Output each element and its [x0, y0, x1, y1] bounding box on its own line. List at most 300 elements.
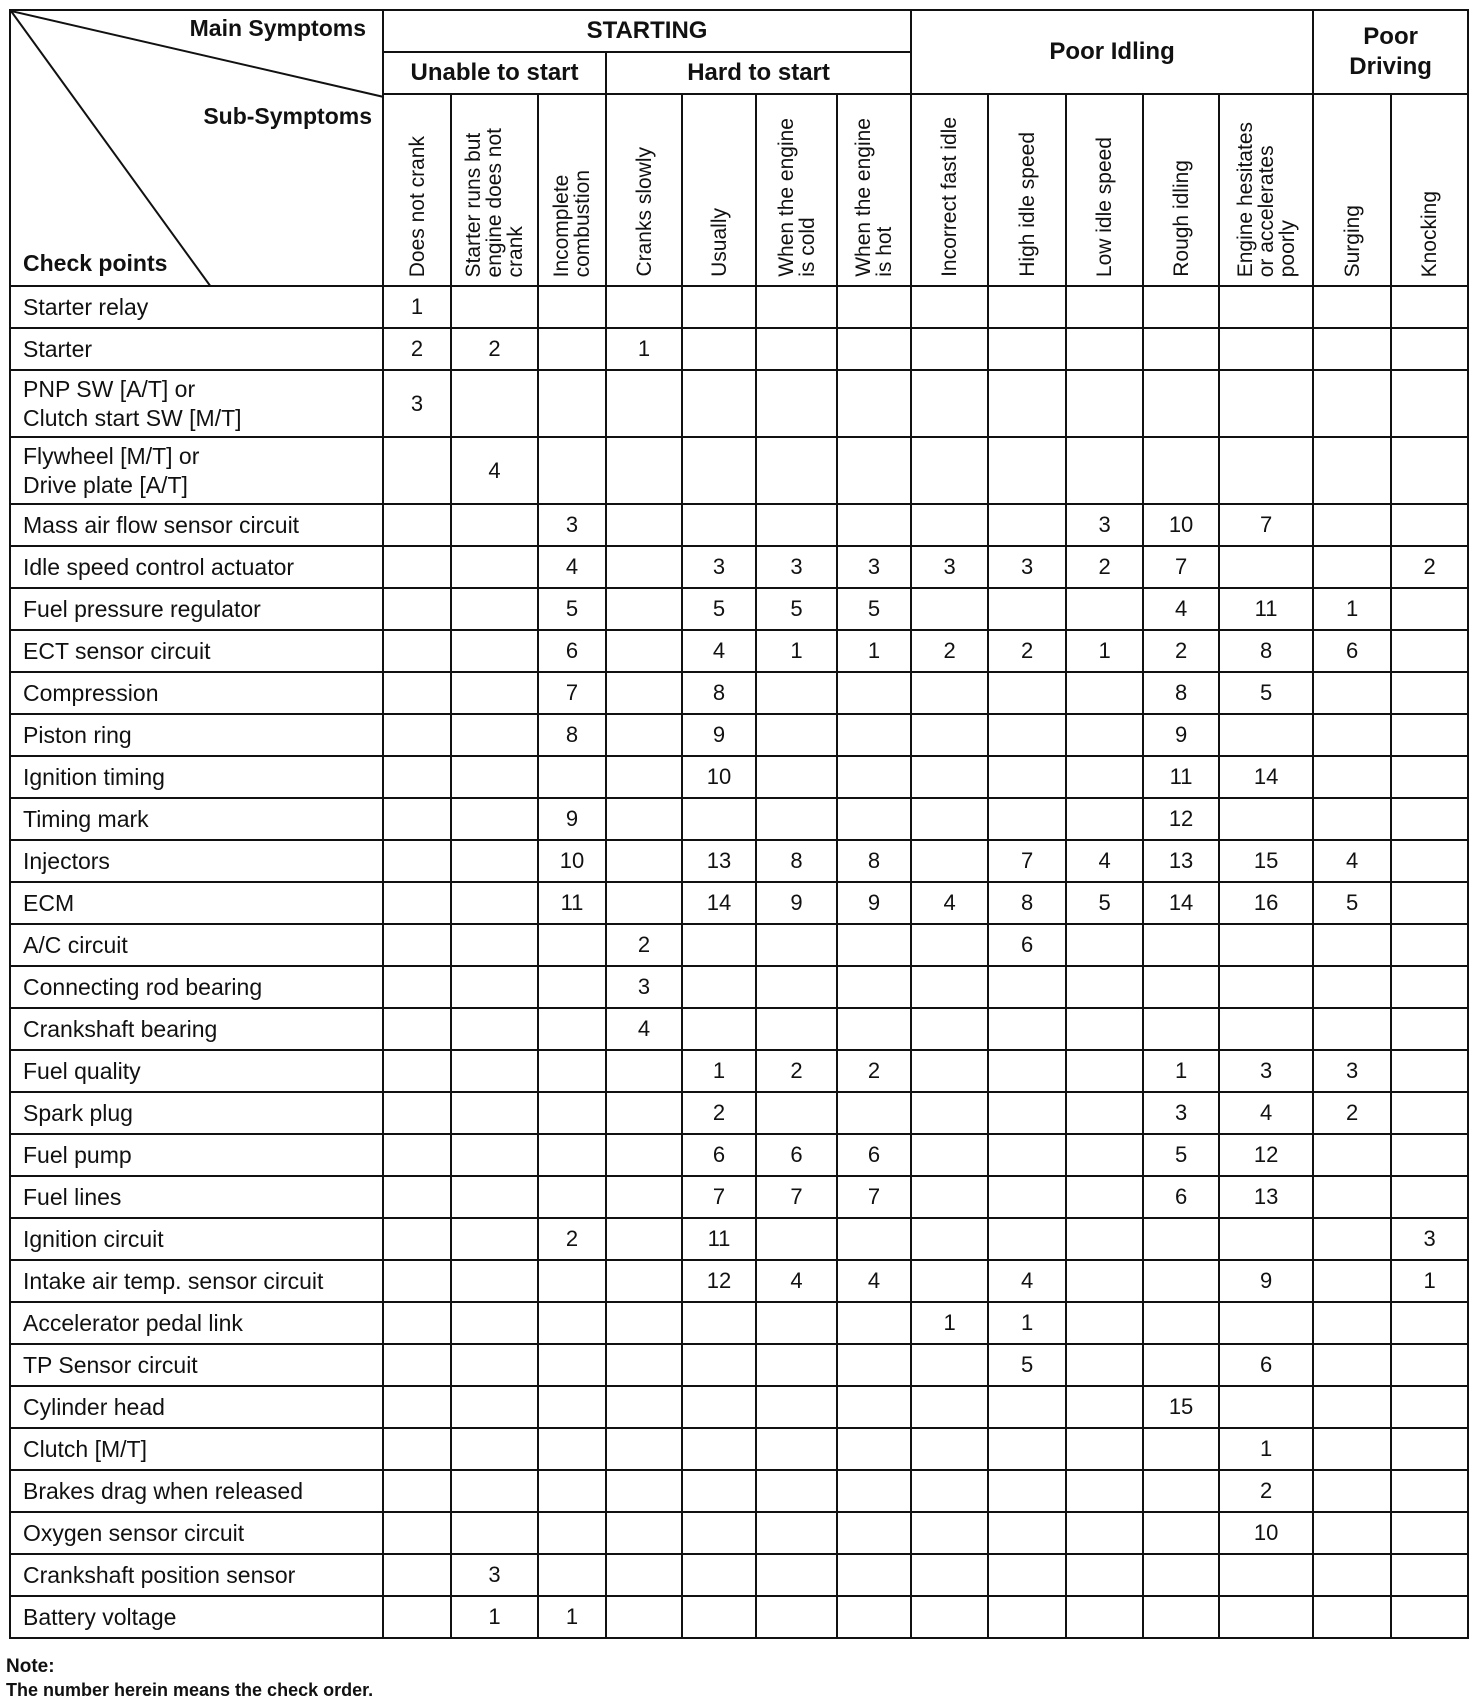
- check-order-cell: [1313, 1386, 1391, 1428]
- check-order-cell: [451, 756, 538, 798]
- check-point-label: Starter relay: [10, 286, 383, 328]
- check-order-cell: [756, 1554, 837, 1596]
- check-order-cell: [1391, 1050, 1468, 1092]
- check-order-cell: 8: [1219, 630, 1313, 672]
- check-order-cell: 4: [837, 1260, 911, 1302]
- check-order-cell: [1143, 1470, 1219, 1512]
- check-order-cell: [606, 437, 682, 504]
- check-order-cell: 1: [1143, 1050, 1219, 1092]
- check-order-cell: [988, 1218, 1066, 1260]
- check-points-label: Check points: [23, 250, 168, 276]
- check-order-cell: [1313, 328, 1391, 370]
- check-point-label: TP Sensor circuit: [10, 1344, 383, 1386]
- check-order-cell: [1391, 1512, 1468, 1554]
- check-order-cell: [911, 328, 988, 370]
- check-order-cell: [383, 630, 451, 672]
- check-order-cell: 2: [756, 1050, 837, 1092]
- check-order-cell: 2: [682, 1092, 756, 1134]
- sub-symptom-label: Usually: [707, 208, 731, 277]
- check-order-cell: [837, 1302, 911, 1344]
- check-order-cell: 3: [451, 1554, 538, 1596]
- check-order-cell: [538, 1050, 606, 1092]
- check-order-cell: [911, 1554, 988, 1596]
- check-order-cell: [1219, 1218, 1313, 1260]
- check-order-cell: [1066, 1344, 1143, 1386]
- check-order-cell: [988, 714, 1066, 756]
- check-order-cell: [988, 437, 1066, 504]
- check-order-cell: [451, 1134, 538, 1176]
- check-order-cell: [1143, 328, 1219, 370]
- check-order-cell: [1313, 672, 1391, 714]
- check-order-cell: 3: [1143, 1092, 1219, 1134]
- check-order-cell: [1143, 1554, 1219, 1596]
- check-order-cell: [837, 370, 911, 437]
- check-point-label: Battery voltage: [10, 1596, 383, 1638]
- check-order-cell: [911, 370, 988, 437]
- check-order-cell: 4: [451, 437, 538, 504]
- check-order-cell: [756, 437, 837, 504]
- table-row: [10, 630, 1468, 672]
- check-order-cell: 5: [538, 588, 606, 630]
- check-order-cell: [1066, 1554, 1143, 1596]
- check-order-cell: [1391, 756, 1468, 798]
- note-text: The number herein means the check order.: [6, 1680, 374, 1700]
- sub-symptom-label: Engine hesitates or accelerates poorly: [1233, 121, 1299, 277]
- check-order-cell: [606, 630, 682, 672]
- check-order-cell: 3: [837, 546, 911, 588]
- check-order-cell: [451, 882, 538, 924]
- check-order-cell: [988, 1596, 1066, 1638]
- check-order-cell: 2: [1313, 1092, 1391, 1134]
- unable-to-start-header: Unable to start: [383, 52, 606, 94]
- check-order-cell: 12: [1219, 1134, 1313, 1176]
- sub-symptom-label: Cranks slowly: [632, 147, 656, 277]
- check-point-label: Injectors: [10, 840, 383, 882]
- check-order-cell: [606, 1554, 682, 1596]
- check-order-cell: [1313, 504, 1391, 546]
- check-order-cell: [1391, 370, 1468, 437]
- check-order-cell: 3: [1066, 504, 1143, 546]
- check-order-cell: [1219, 1008, 1313, 1050]
- check-point-label: Intake air temp. sensor circuit: [10, 1260, 383, 1302]
- check-order-cell: [756, 1428, 837, 1470]
- check-order-cell: [1143, 1512, 1219, 1554]
- check-order-cell: [383, 1386, 451, 1428]
- check-order-cell: [1391, 1344, 1468, 1386]
- check-order-cell: 3: [606, 966, 682, 1008]
- sub-symptoms-label: Sub-Symptoms: [203, 103, 372, 129]
- check-order-cell: [988, 286, 1066, 328]
- check-order-cell: [1066, 966, 1143, 1008]
- table-row: [10, 1008, 1468, 1050]
- check-order-cell: [451, 546, 538, 588]
- check-order-cell: [682, 1386, 756, 1428]
- check-order-cell: [837, 1092, 911, 1134]
- check-order-cell: [383, 798, 451, 840]
- check-order-cell: [1143, 370, 1219, 437]
- check-order-cell: [988, 672, 1066, 714]
- check-order-cell: 3: [1219, 1050, 1313, 1092]
- poor-driving-header: Poor Driving: [1313, 10, 1468, 94]
- check-order-cell: [988, 1512, 1066, 1554]
- sub-symptom-header: [606, 94, 682, 286]
- check-order-cell: 4: [538, 546, 606, 588]
- check-point-label: Compression: [10, 672, 383, 714]
- check-order-cell: [1066, 1260, 1143, 1302]
- check-order-cell: 1: [451, 1596, 538, 1638]
- check-order-cell: [1391, 630, 1468, 672]
- check-order-cell: [606, 588, 682, 630]
- check-order-cell: [383, 714, 451, 756]
- check-order-cell: [682, 504, 756, 546]
- check-order-cell: [1313, 437, 1391, 504]
- check-order-cell: [911, 672, 988, 714]
- check-order-cell: 6: [756, 1134, 837, 1176]
- check-order-cell: [911, 437, 988, 504]
- check-order-cell: [911, 1344, 988, 1386]
- check-order-cell: 11: [1219, 588, 1313, 630]
- check-order-cell: 8: [682, 672, 756, 714]
- check-order-cell: [451, 1470, 538, 1512]
- check-point-label: Crankshaft position sensor: [10, 1554, 383, 1596]
- table-row: [10, 672, 1468, 714]
- check-order-cell: 9: [1219, 1260, 1313, 1302]
- check-order-cell: [837, 966, 911, 1008]
- check-order-cell: [538, 437, 606, 504]
- sub-symptom-label: Starter runs but engine does not crank: [462, 127, 527, 277]
- check-order-cell: 1: [1391, 1260, 1468, 1302]
- check-order-cell: [682, 1008, 756, 1050]
- check-order-cell: [756, 1470, 837, 1512]
- check-order-cell: [1219, 370, 1313, 437]
- check-order-cell: [1143, 437, 1219, 504]
- check-order-cell: [1313, 1512, 1391, 1554]
- check-order-cell: [988, 966, 1066, 1008]
- check-order-cell: [837, 504, 911, 546]
- check-order-cell: 7: [756, 1176, 837, 1218]
- check-order-cell: [756, 1344, 837, 1386]
- check-order-cell: [988, 1428, 1066, 1470]
- check-order-cell: [538, 1470, 606, 1512]
- check-order-cell: [988, 370, 1066, 437]
- check-order-cell: [383, 966, 451, 1008]
- check-order-cell: [451, 286, 538, 328]
- check-order-cell: [1391, 437, 1468, 504]
- check-order-cell: [383, 1470, 451, 1512]
- check-order-cell: 13: [1143, 840, 1219, 882]
- check-order-cell: [988, 1386, 1066, 1428]
- check-order-cell: [451, 1050, 538, 1092]
- check-order-cell: [383, 1092, 451, 1134]
- check-order-cell: [1313, 756, 1391, 798]
- check-order-cell: [451, 798, 538, 840]
- check-order-cell: [1391, 1134, 1468, 1176]
- check-order-cell: [451, 1008, 538, 1050]
- table-row: [10, 328, 1468, 370]
- check-point-label: Oxygen sensor circuit: [10, 1512, 383, 1554]
- check-point-label: Fuel pressure regulator: [10, 588, 383, 630]
- check-point-label: Brakes drag when released: [10, 1470, 383, 1512]
- check-order-cell: 1: [1066, 630, 1143, 672]
- check-order-cell: [451, 1218, 538, 1260]
- check-order-cell: 7: [538, 672, 606, 714]
- check-order-cell: [1313, 1302, 1391, 1344]
- check-order-cell: 1: [756, 630, 837, 672]
- check-order-cell: [911, 1470, 988, 1512]
- check-order-cell: [383, 1260, 451, 1302]
- check-order-cell: [606, 1470, 682, 1512]
- table-row: [10, 1512, 1468, 1554]
- check-order-cell: 5: [1219, 672, 1313, 714]
- check-order-cell: 4: [988, 1260, 1066, 1302]
- check-order-cell: [383, 437, 451, 504]
- check-order-cell: [606, 1344, 682, 1386]
- check-order-cell: 7: [1143, 546, 1219, 588]
- check-order-cell: [1391, 840, 1468, 882]
- check-order-cell: 5: [1066, 882, 1143, 924]
- check-order-cell: 9: [1143, 714, 1219, 756]
- check-order-cell: [1066, 1470, 1143, 1512]
- check-order-cell: 6: [988, 924, 1066, 966]
- check-order-cell: [1066, 1302, 1143, 1344]
- check-order-cell: 7: [837, 1176, 911, 1218]
- sub-symptom-header: [1066, 94, 1143, 286]
- note-title: Note:: [6, 1656, 55, 1677]
- header-corner: [10, 10, 383, 286]
- check-point-label: Flywheel [M/T] or Drive plate [A/T]: [10, 437, 383, 504]
- check-order-cell: [756, 286, 837, 328]
- check-order-cell: [538, 1134, 606, 1176]
- check-order-cell: 2: [837, 1050, 911, 1092]
- check-order-cell: 3: [756, 546, 837, 588]
- check-order-cell: [911, 588, 988, 630]
- check-order-cell: [1066, 1512, 1143, 1554]
- check-order-cell: [682, 1470, 756, 1512]
- check-order-cell: [1066, 1428, 1143, 1470]
- check-point-label: Ignition timing: [10, 756, 383, 798]
- check-order-cell: [606, 370, 682, 437]
- table-row: [10, 437, 1468, 504]
- check-order-cell: [1143, 1218, 1219, 1260]
- check-order-cell: [1066, 437, 1143, 504]
- check-order-cell: [451, 370, 538, 437]
- check-order-cell: 10: [682, 756, 756, 798]
- check-order-cell: [1219, 437, 1313, 504]
- check-order-cell: [911, 1134, 988, 1176]
- table-row: [10, 756, 1468, 798]
- table-row: [10, 1176, 1468, 1218]
- table-row: [10, 286, 1468, 328]
- check-order-cell: [911, 1050, 988, 1092]
- table-row: [10, 1092, 1468, 1134]
- check-order-cell: 13: [682, 840, 756, 882]
- check-order-cell: [756, 1386, 837, 1428]
- check-order-cell: [606, 286, 682, 328]
- check-order-cell: 2: [1391, 546, 1468, 588]
- check-order-cell: [1313, 1470, 1391, 1512]
- check-order-cell: [988, 1134, 1066, 1176]
- hard-to-start-header: Hard to start: [606, 52, 911, 94]
- check-order-cell: [383, 1554, 451, 1596]
- table-row: [10, 1344, 1468, 1386]
- check-order-cell: 3: [682, 546, 756, 588]
- check-order-cell: [682, 1344, 756, 1386]
- check-order-cell: [911, 1428, 988, 1470]
- check-point-label: Clutch [M/T]: [10, 1428, 383, 1470]
- check-order-cell: 9: [682, 714, 756, 756]
- check-order-cell: [988, 328, 1066, 370]
- check-order-cell: [988, 756, 1066, 798]
- check-order-cell: [1391, 1596, 1468, 1638]
- table-row: [10, 882, 1468, 924]
- check-order-cell: 11: [538, 882, 606, 924]
- check-order-cell: [1391, 882, 1468, 924]
- check-order-cell: 5: [756, 588, 837, 630]
- check-order-cell: [682, 1596, 756, 1638]
- check-order-cell: [538, 1512, 606, 1554]
- sub-symptom-header: [1219, 94, 1313, 286]
- check-order-cell: [1313, 1344, 1391, 1386]
- check-point-label: Cylinder head: [10, 1386, 383, 1428]
- check-order-cell: [451, 1512, 538, 1554]
- check-order-cell: [1143, 966, 1219, 1008]
- check-order-cell: [1066, 328, 1143, 370]
- check-order-cell: [1143, 1344, 1219, 1386]
- check-order-cell: [538, 286, 606, 328]
- check-order-cell: [1313, 1554, 1391, 1596]
- poor-idling-header: Poor Idling: [911, 10, 1313, 94]
- table-row: [10, 1470, 1468, 1512]
- sub-symptom-header: [383, 94, 451, 286]
- sub-symptom-header: [1313, 94, 1391, 286]
- check-order-cell: [1219, 286, 1313, 328]
- check-order-cell: 4: [1219, 1092, 1313, 1134]
- check-order-cell: [911, 840, 988, 882]
- sub-symptom-label: Incorrect fast idle: [938, 117, 962, 277]
- check-order-cell: [1391, 328, 1468, 370]
- check-order-cell: [1391, 1176, 1468, 1218]
- check-order-cell: [911, 1218, 988, 1260]
- diagnosis-matrix: [9, 9, 1469, 1639]
- check-order-cell: [1219, 1554, 1313, 1596]
- check-order-cell: [1391, 924, 1468, 966]
- table-row: [10, 966, 1468, 1008]
- sub-symptom-label: When the engine is hot: [852, 118, 897, 277]
- check-point-label: PNP SW [A/T] or Clutch start SW [M/T]: [10, 370, 383, 437]
- table-row: [10, 1050, 1468, 1092]
- check-order-cell: [606, 1512, 682, 1554]
- check-order-cell: [1066, 1386, 1143, 1428]
- check-order-cell: [1066, 672, 1143, 714]
- diagonal-lines: [11, 11, 384, 287]
- check-point-label: Fuel pump: [10, 1134, 383, 1176]
- check-order-cell: [911, 714, 988, 756]
- check-point-label: Spark plug: [10, 1092, 383, 1134]
- check-order-cell: 15: [1143, 1386, 1219, 1428]
- check-order-cell: [682, 370, 756, 437]
- check-order-cell: [383, 1302, 451, 1344]
- check-order-cell: [1313, 798, 1391, 840]
- check-order-cell: [837, 1386, 911, 1428]
- check-order-cell: [1391, 504, 1468, 546]
- check-order-cell: 5: [988, 1344, 1066, 1386]
- check-order-cell: 1: [682, 1050, 756, 1092]
- sub-symptom-header: [756, 94, 837, 286]
- check-order-cell: [538, 1260, 606, 1302]
- check-order-cell: 2: [606, 924, 682, 966]
- table-row: [10, 370, 1468, 437]
- check-order-cell: [756, 798, 837, 840]
- check-order-cell: [606, 840, 682, 882]
- check-order-cell: [911, 1176, 988, 1218]
- check-order-cell: [911, 1008, 988, 1050]
- check-order-cell: [383, 1050, 451, 1092]
- sub-symptom-header: [1391, 94, 1468, 286]
- check-order-cell: [1066, 1176, 1143, 1218]
- starting-header: STARTING: [383, 10, 911, 52]
- table-row: [10, 1218, 1468, 1260]
- check-order-cell: [756, 1218, 837, 1260]
- check-order-cell: 2: [383, 328, 451, 370]
- check-order-cell: 4: [1143, 588, 1219, 630]
- check-order-cell: 8: [756, 840, 837, 882]
- check-order-cell: [911, 504, 988, 546]
- check-order-cell: [538, 1344, 606, 1386]
- check-order-cell: [606, 1596, 682, 1638]
- check-order-cell: [383, 588, 451, 630]
- check-order-cell: [756, 924, 837, 966]
- check-order-cell: [1313, 924, 1391, 966]
- check-order-cell: [1066, 1050, 1143, 1092]
- check-order-cell: [538, 1008, 606, 1050]
- sub-symptom-header: [988, 94, 1066, 286]
- check-order-cell: [1066, 1008, 1143, 1050]
- check-order-cell: [383, 1596, 451, 1638]
- check-order-cell: [682, 1302, 756, 1344]
- check-order-cell: [606, 546, 682, 588]
- check-order-cell: [383, 882, 451, 924]
- check-order-cell: [538, 1554, 606, 1596]
- check-order-cell: [837, 1008, 911, 1050]
- check-order-cell: [383, 1428, 451, 1470]
- check-order-cell: [1219, 328, 1313, 370]
- table-row: [10, 840, 1468, 882]
- check-order-cell: [756, 672, 837, 714]
- check-order-cell: [451, 1092, 538, 1134]
- check-order-cell: [538, 756, 606, 798]
- check-order-cell: [1066, 286, 1143, 328]
- check-order-cell: [1066, 1596, 1143, 1638]
- check-order-cell: 1: [837, 630, 911, 672]
- check-order-cell: [1143, 1428, 1219, 1470]
- check-order-cell: [451, 714, 538, 756]
- check-order-cell: 15: [1219, 840, 1313, 882]
- check-point-label: Idle speed control actuator: [10, 546, 383, 588]
- check-point-label: ECM: [10, 882, 383, 924]
- check-order-cell: [606, 1218, 682, 1260]
- check-order-cell: 2: [911, 630, 988, 672]
- check-order-cell: [538, 1428, 606, 1470]
- check-order-cell: [451, 840, 538, 882]
- check-point-label: ECT sensor circuit: [10, 630, 383, 672]
- check-order-cell: [1313, 1218, 1391, 1260]
- check-order-cell: [911, 286, 988, 328]
- check-order-cell: [451, 1176, 538, 1218]
- check-order-cell: 6: [1143, 1176, 1219, 1218]
- check-order-cell: 7: [988, 840, 1066, 882]
- check-order-cell: [837, 1428, 911, 1470]
- check-order-cell: [911, 1596, 988, 1638]
